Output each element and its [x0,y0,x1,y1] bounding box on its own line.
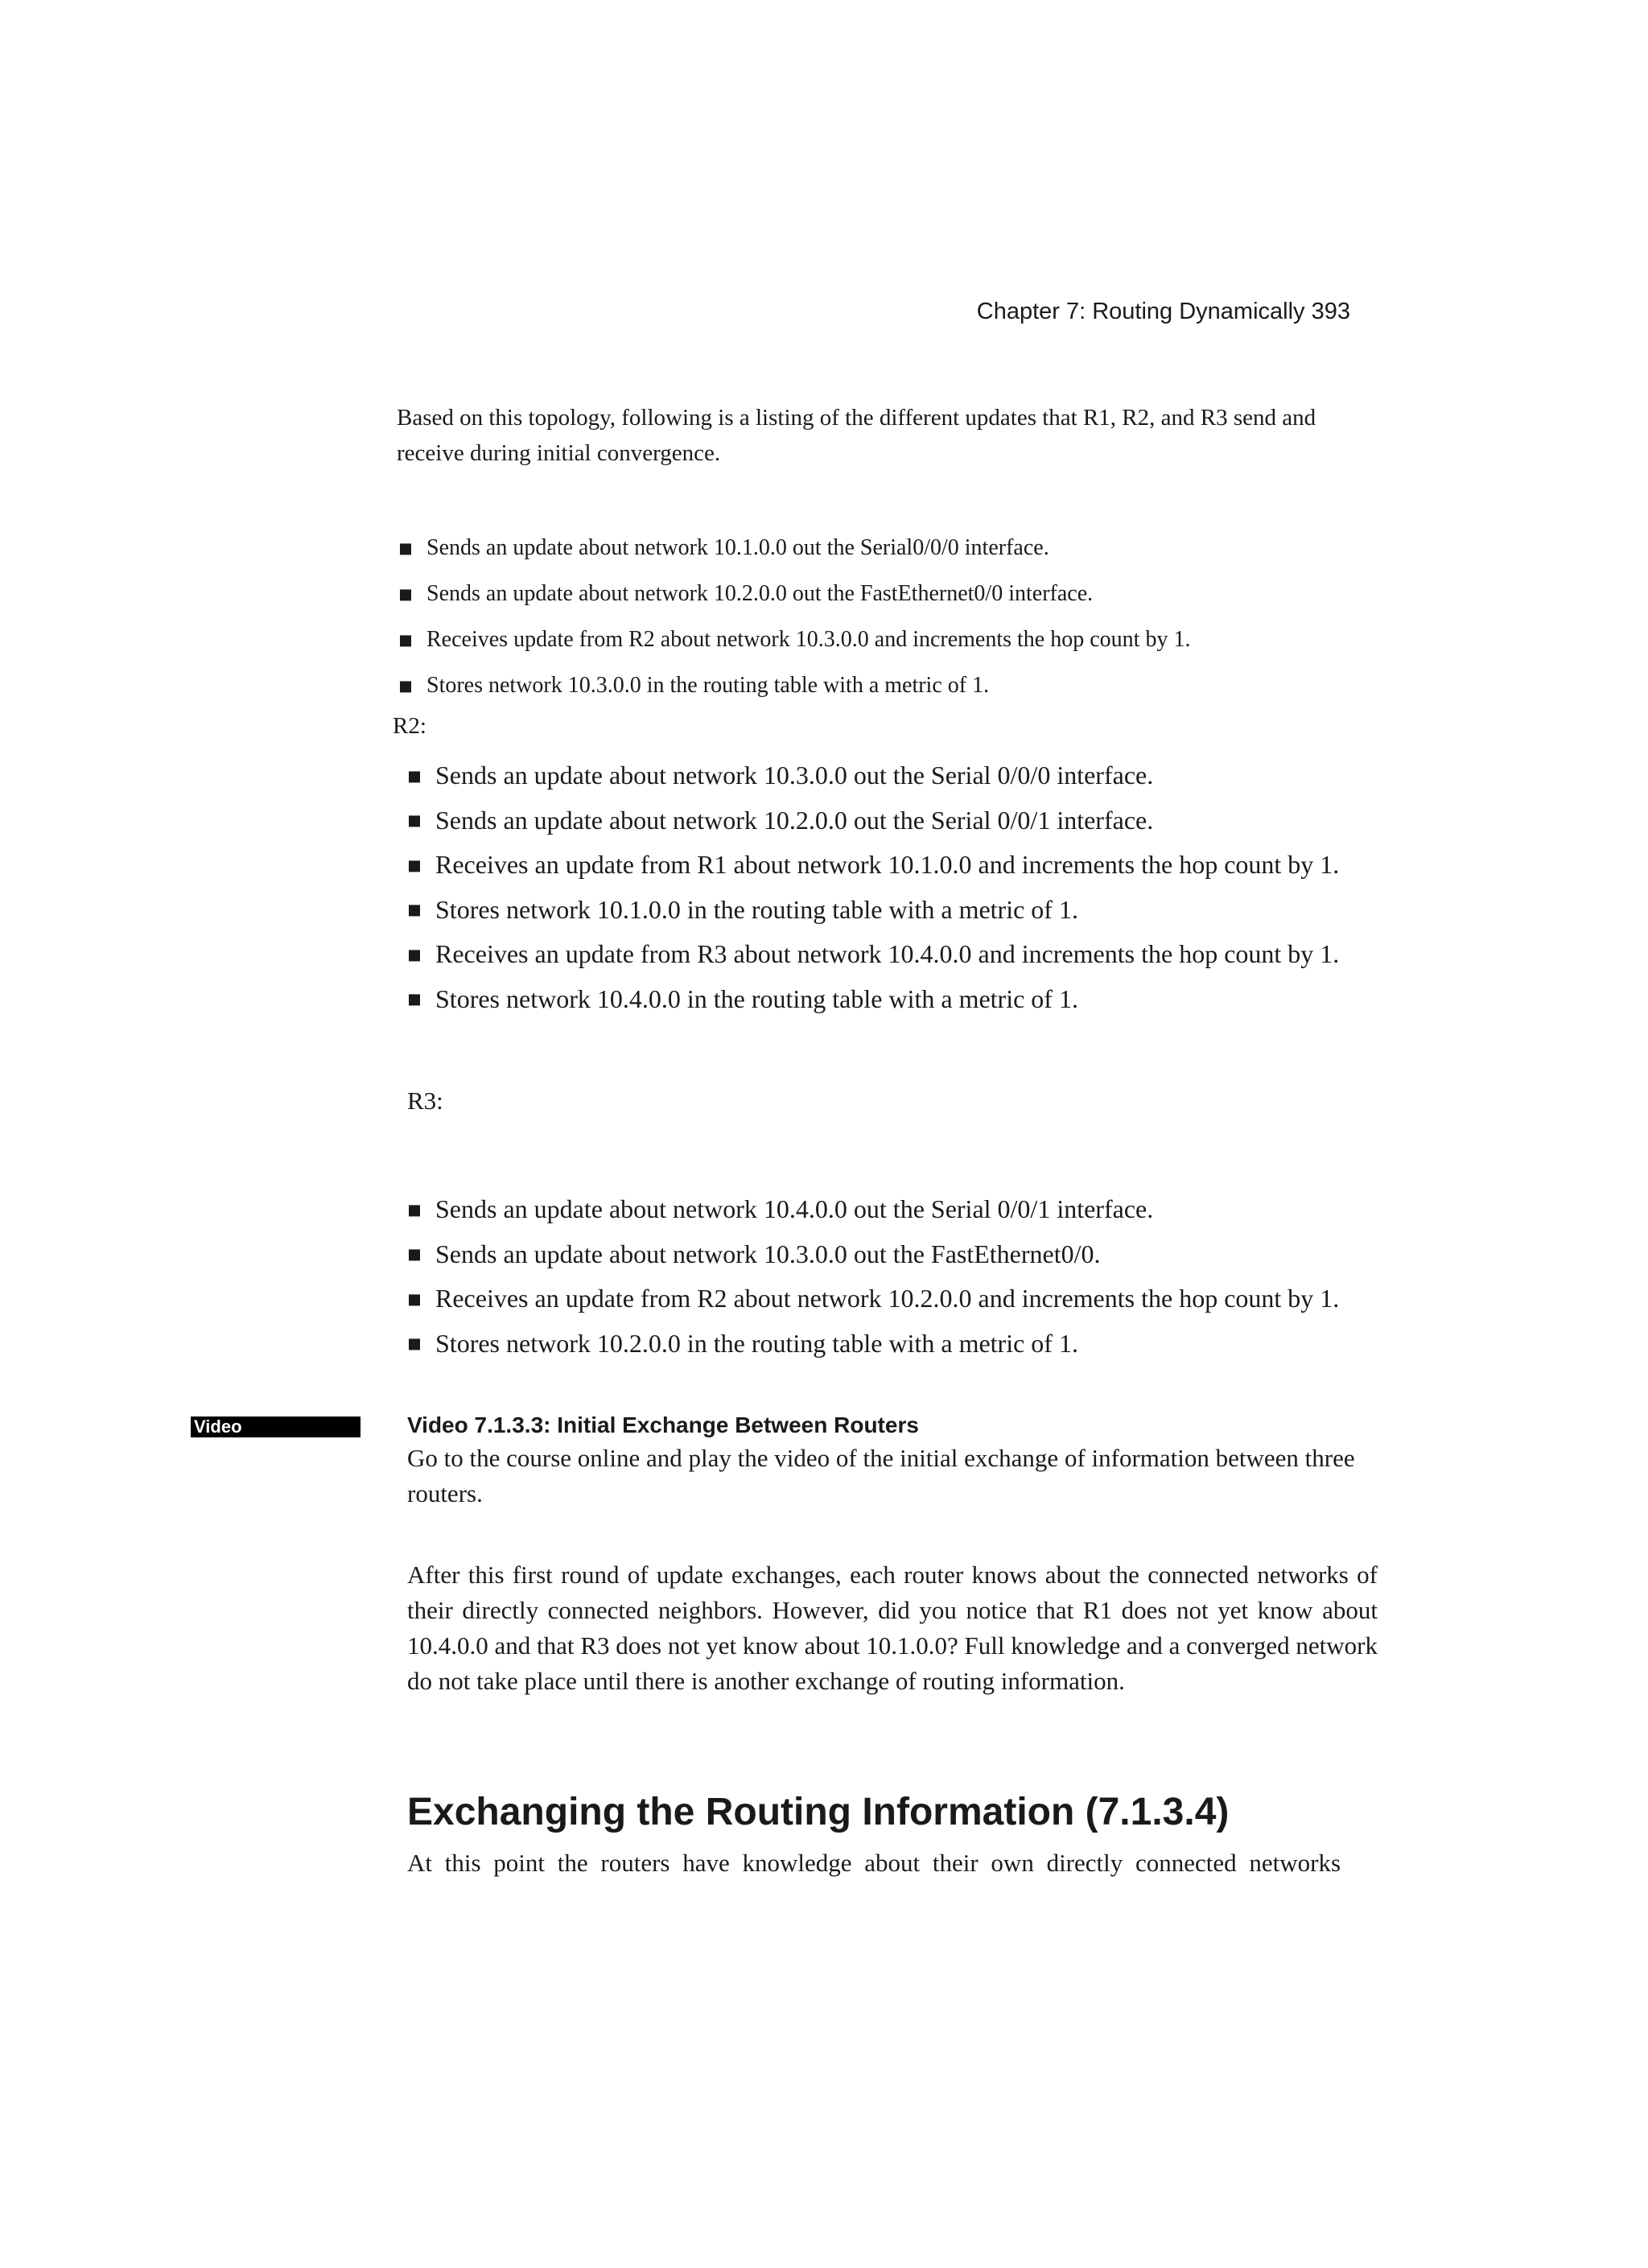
list-item: Sends an update about network 10.2.0.0 out the Serial 0/0/1 interface. [409,798,1339,842]
bullet-square-icon [409,1205,420,1216]
bullet-square-icon [409,1249,420,1260]
section-text: At this point the routers have knowledge about their own directly connected networks [407,1849,1341,1877]
bullet-square-icon [409,815,420,827]
bullet-square-icon [400,589,411,600]
list-item: Sends an update about network 10.3.0.0 out the Serial 0/0/0 interface. [409,753,1339,798]
section-heading: Exchanging the Routing Information (7.1.3.4) [407,1791,1230,1833]
list-item: Receives update from R2 about network 10.3.0.0 and increments the hop count by 1. [400,616,1190,662]
video-tag: Video [191,1416,360,1437]
bullet-square-icon [409,771,420,782]
list-item: Receives an update from R3 about network 10.4.0.0 and increments the hop count by 1. [409,931,1339,977]
r1-update-list [400,525,1190,708]
list-item: Stores network 10.3.0.0 in the routing table with a metric of 1. [400,662,1190,708]
bullet-square-icon [409,950,420,961]
list-item: Stores network 10.1.0.0 in the routing table with a metric of 1. [409,888,1339,931]
bullet-square-icon [409,905,420,916]
bullet-square-icon [400,635,411,646]
list-item: Sends an update about network 10.3.0.0 out the FastEthernet0/0. [409,1232,1339,1276]
body-paragraph: After this first round of update exchanges, each router knows about the connected networks of their directly connected neighbors. However, did you notice that R1 does not yet know about 10.4.0.0 and that R3 does not yet know about 10.1.0.0? Full knowledge and a converged network do not take place until there is another exchange of routing information. [407,1561,1378,1695]
list-item: Receives an update from R1 about network 10.1.0.0 and increments the hop count by 1. [409,842,1339,888]
intro-paragraph: Based on this topology, following is a listing of the different updates that R1, R2, and R3 send and receive during initial convergence. [397,405,1316,466]
r2-update-list [409,753,1339,1021]
r2-label: R2: [393,713,426,739]
video-title: Video 7.1.3.3: Initial Exchange Between Routers [407,1412,919,1437]
list-item: Stores network 10.2.0.0 in the routing table with a metric of 1. [409,1322,1339,1365]
r3-label: R3: [407,1087,443,1115]
bullet-square-icon [400,543,411,555]
bullet-square-icon [400,681,411,692]
bullet-square-icon [409,1294,420,1305]
list-item: Stores network 10.4.0.0 in the routing table with a metric of 1. [409,977,1339,1021]
bullet-square-icon [409,994,420,1005]
running-head: Chapter 7: Routing Dynamically 393 [976,299,1350,324]
list-item: Sends an update about network 10.2.0.0 out the FastEthernet0/0 interface. [400,571,1190,616]
r3-update-list [409,1186,1339,1365]
video-description: Go to the course online and play the video of the initial exchange of information between three routers. [407,1444,1355,1507]
list-item: Sends an update about network 10.4.0.0 out the Serial 0/0/1 interface. [409,1186,1339,1232]
bullet-square-icon [409,1338,420,1350]
list-item: Sends an update about network 10.1.0.0 out the Serial0/0/0 interface. [400,525,1190,571]
list-item: Receives an update from R2 about network 10.2.0.0 and increments the hop count by 1. [409,1276,1339,1322]
bullet-square-icon [409,860,420,872]
